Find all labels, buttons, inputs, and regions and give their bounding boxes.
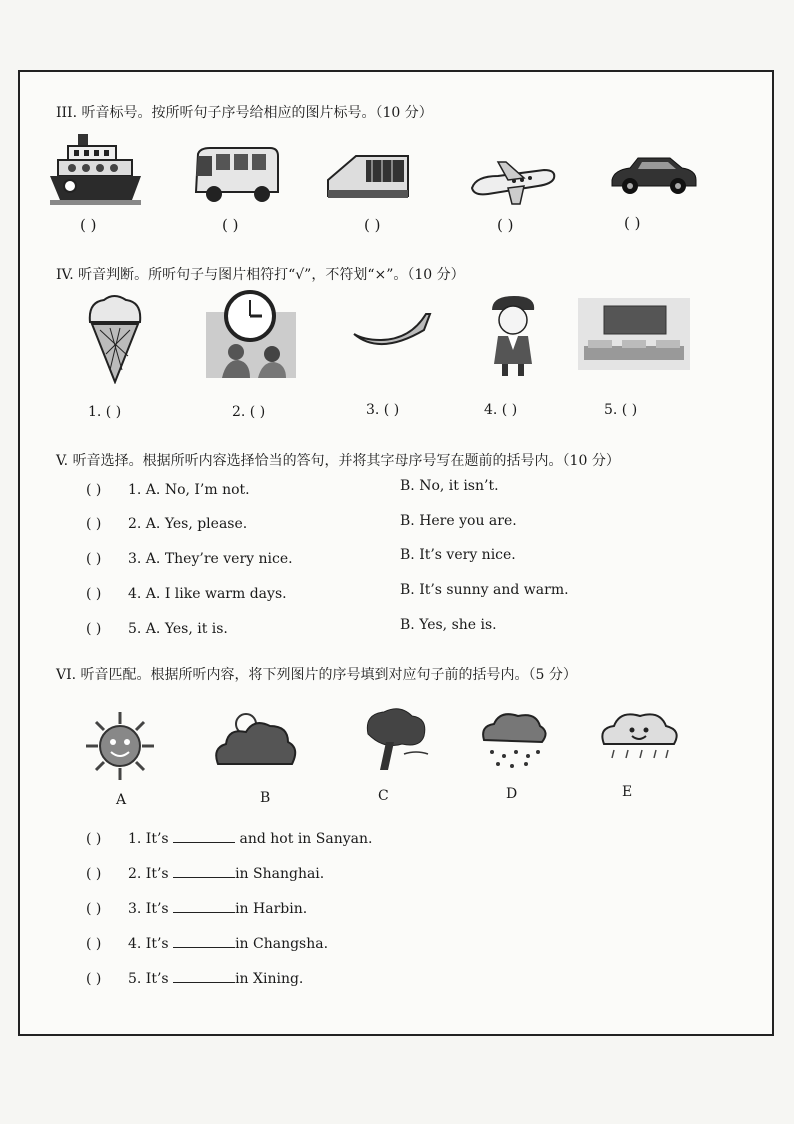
sentence-start: 2. It’s	[128, 866, 169, 882]
sentence-end: and hot in Sanyan.	[239, 831, 373, 847]
sentence-end: in Harbin.	[235, 901, 308, 917]
section-6-heading: VI. 听音匹配。根据所听内容，将下列图片的序号填到对应句子前的括号内。（5 分）	[56, 667, 577, 683]
option-b: B. It’s very nice.	[400, 547, 516, 563]
sentence-end: in Shanghai.	[235, 866, 325, 882]
classroom-icon	[578, 298, 690, 370]
answer-bracket[interactable]: ( )	[364, 216, 381, 234]
picture-letter-a: A	[116, 792, 127, 808]
cloudy-icon	[212, 708, 298, 770]
answer-bracket[interactable]: ( )	[80, 216, 97, 234]
answer-bracket[interactable]: ( )	[624, 214, 641, 232]
snow-cloud-icon	[480, 708, 548, 770]
question-row	[86, 482, 250, 498]
car-icon	[608, 152, 700, 198]
answer-bracket[interactable]: ( )	[86, 551, 102, 567]
blank-field[interactable]	[173, 900, 235, 913]
bus-icon	[190, 146, 282, 206]
option-b: B. No, it isn’t.	[400, 478, 499, 494]
airplane-icon	[468, 154, 558, 206]
answer-bracket[interactable]: ( )	[86, 936, 102, 952]
train-icon	[326, 150, 410, 205]
option-b: B. Yes, she is.	[400, 617, 497, 633]
option-a: 1. A. No, I’m not.	[128, 482, 250, 498]
section-3-heading: III. 听音标号。按所听句子序号给相应的图片标号。（10 分）	[56, 105, 433, 121]
answer-item[interactable]: 4. ( )	[484, 402, 518, 418]
ship-icon	[48, 128, 143, 208]
answer-bracket[interactable]: ( )	[222, 216, 239, 234]
sentence-start: 1. It’s	[128, 831, 169, 847]
windy-tree-icon	[354, 704, 434, 774]
fill-blank-row	[86, 970, 303, 987]
option-a: 5. A. Yes, it is.	[128, 621, 228, 637]
fill-blank-row	[86, 935, 328, 952]
banana-icon	[350, 310, 434, 360]
section-4-heading: IV. 听音判断。所听句子与图片相符打“√”，不符划“×”。（10 分）	[56, 267, 465, 283]
answer-bracket[interactable]: ( )	[86, 901, 102, 917]
section-5-heading: V. 听音选择。根据所听内容选择恰当的答句，并将其字母序号写在题前的括号内。（10 分）	[56, 453, 620, 469]
answer-item[interactable]: 3. ( )	[366, 402, 400, 418]
question-row	[86, 516, 247, 532]
answer-bracket[interactable]: ( )	[86, 516, 102, 532]
answer-bracket[interactable]: ( )	[86, 831, 102, 847]
answer-item[interactable]: 1. ( )	[88, 404, 122, 420]
sentence-start: 5. It’s	[128, 971, 169, 987]
option-b: B. It’s sunny and warm.	[400, 582, 569, 598]
option-b: B. Here you are.	[400, 513, 517, 529]
answer-bracket[interactable]: ( )	[86, 621, 102, 637]
sun-icon	[84, 710, 156, 782]
ice-cream-icon	[84, 294, 146, 384]
answer-bracket[interactable]: ( )	[86, 482, 102, 498]
pilot-girl-icon	[484, 294, 542, 378]
rain-cloud-icon	[598, 706, 682, 766]
answer-item[interactable]: 2. ( )	[232, 404, 266, 420]
question-row	[86, 621, 228, 637]
option-a: 2. A. Yes, please.	[128, 516, 248, 532]
clock-classroom-icon	[204, 290, 298, 380]
option-a: 3. A. They’re very nice.	[128, 551, 293, 567]
sentence-start: 3. It’s	[128, 901, 169, 917]
sentence-end: in Xining.	[235, 971, 304, 987]
blank-field[interactable]	[173, 935, 235, 948]
question-row	[86, 586, 287, 602]
answer-bracket[interactable]: ( )	[86, 586, 102, 602]
answer-item[interactable]: 5. ( )	[604, 402, 638, 418]
fill-blank-row	[86, 900, 307, 917]
sentence-end: in Changsha.	[235, 936, 329, 952]
picture-letter-e: E	[622, 784, 633, 800]
sentence-start: 4. It’s	[128, 936, 169, 952]
picture-letter-d: D	[506, 786, 518, 802]
picture-letter-b: B	[260, 790, 271, 806]
picture-letter-c: C	[378, 788, 389, 804]
fill-blank-row	[86, 865, 324, 882]
answer-bracket[interactable]: ( )	[86, 866, 102, 882]
fill-blank-row	[86, 830, 372, 847]
blank-field[interactable]	[173, 830, 235, 843]
question-row	[86, 551, 293, 567]
answer-bracket[interactable]: ( )	[497, 216, 514, 234]
blank-field[interactable]	[173, 865, 235, 878]
option-a: 4. A. I like warm days.	[128, 586, 287, 602]
blank-field[interactable]	[173, 970, 235, 983]
answer-bracket[interactable]: ( )	[86, 971, 102, 987]
